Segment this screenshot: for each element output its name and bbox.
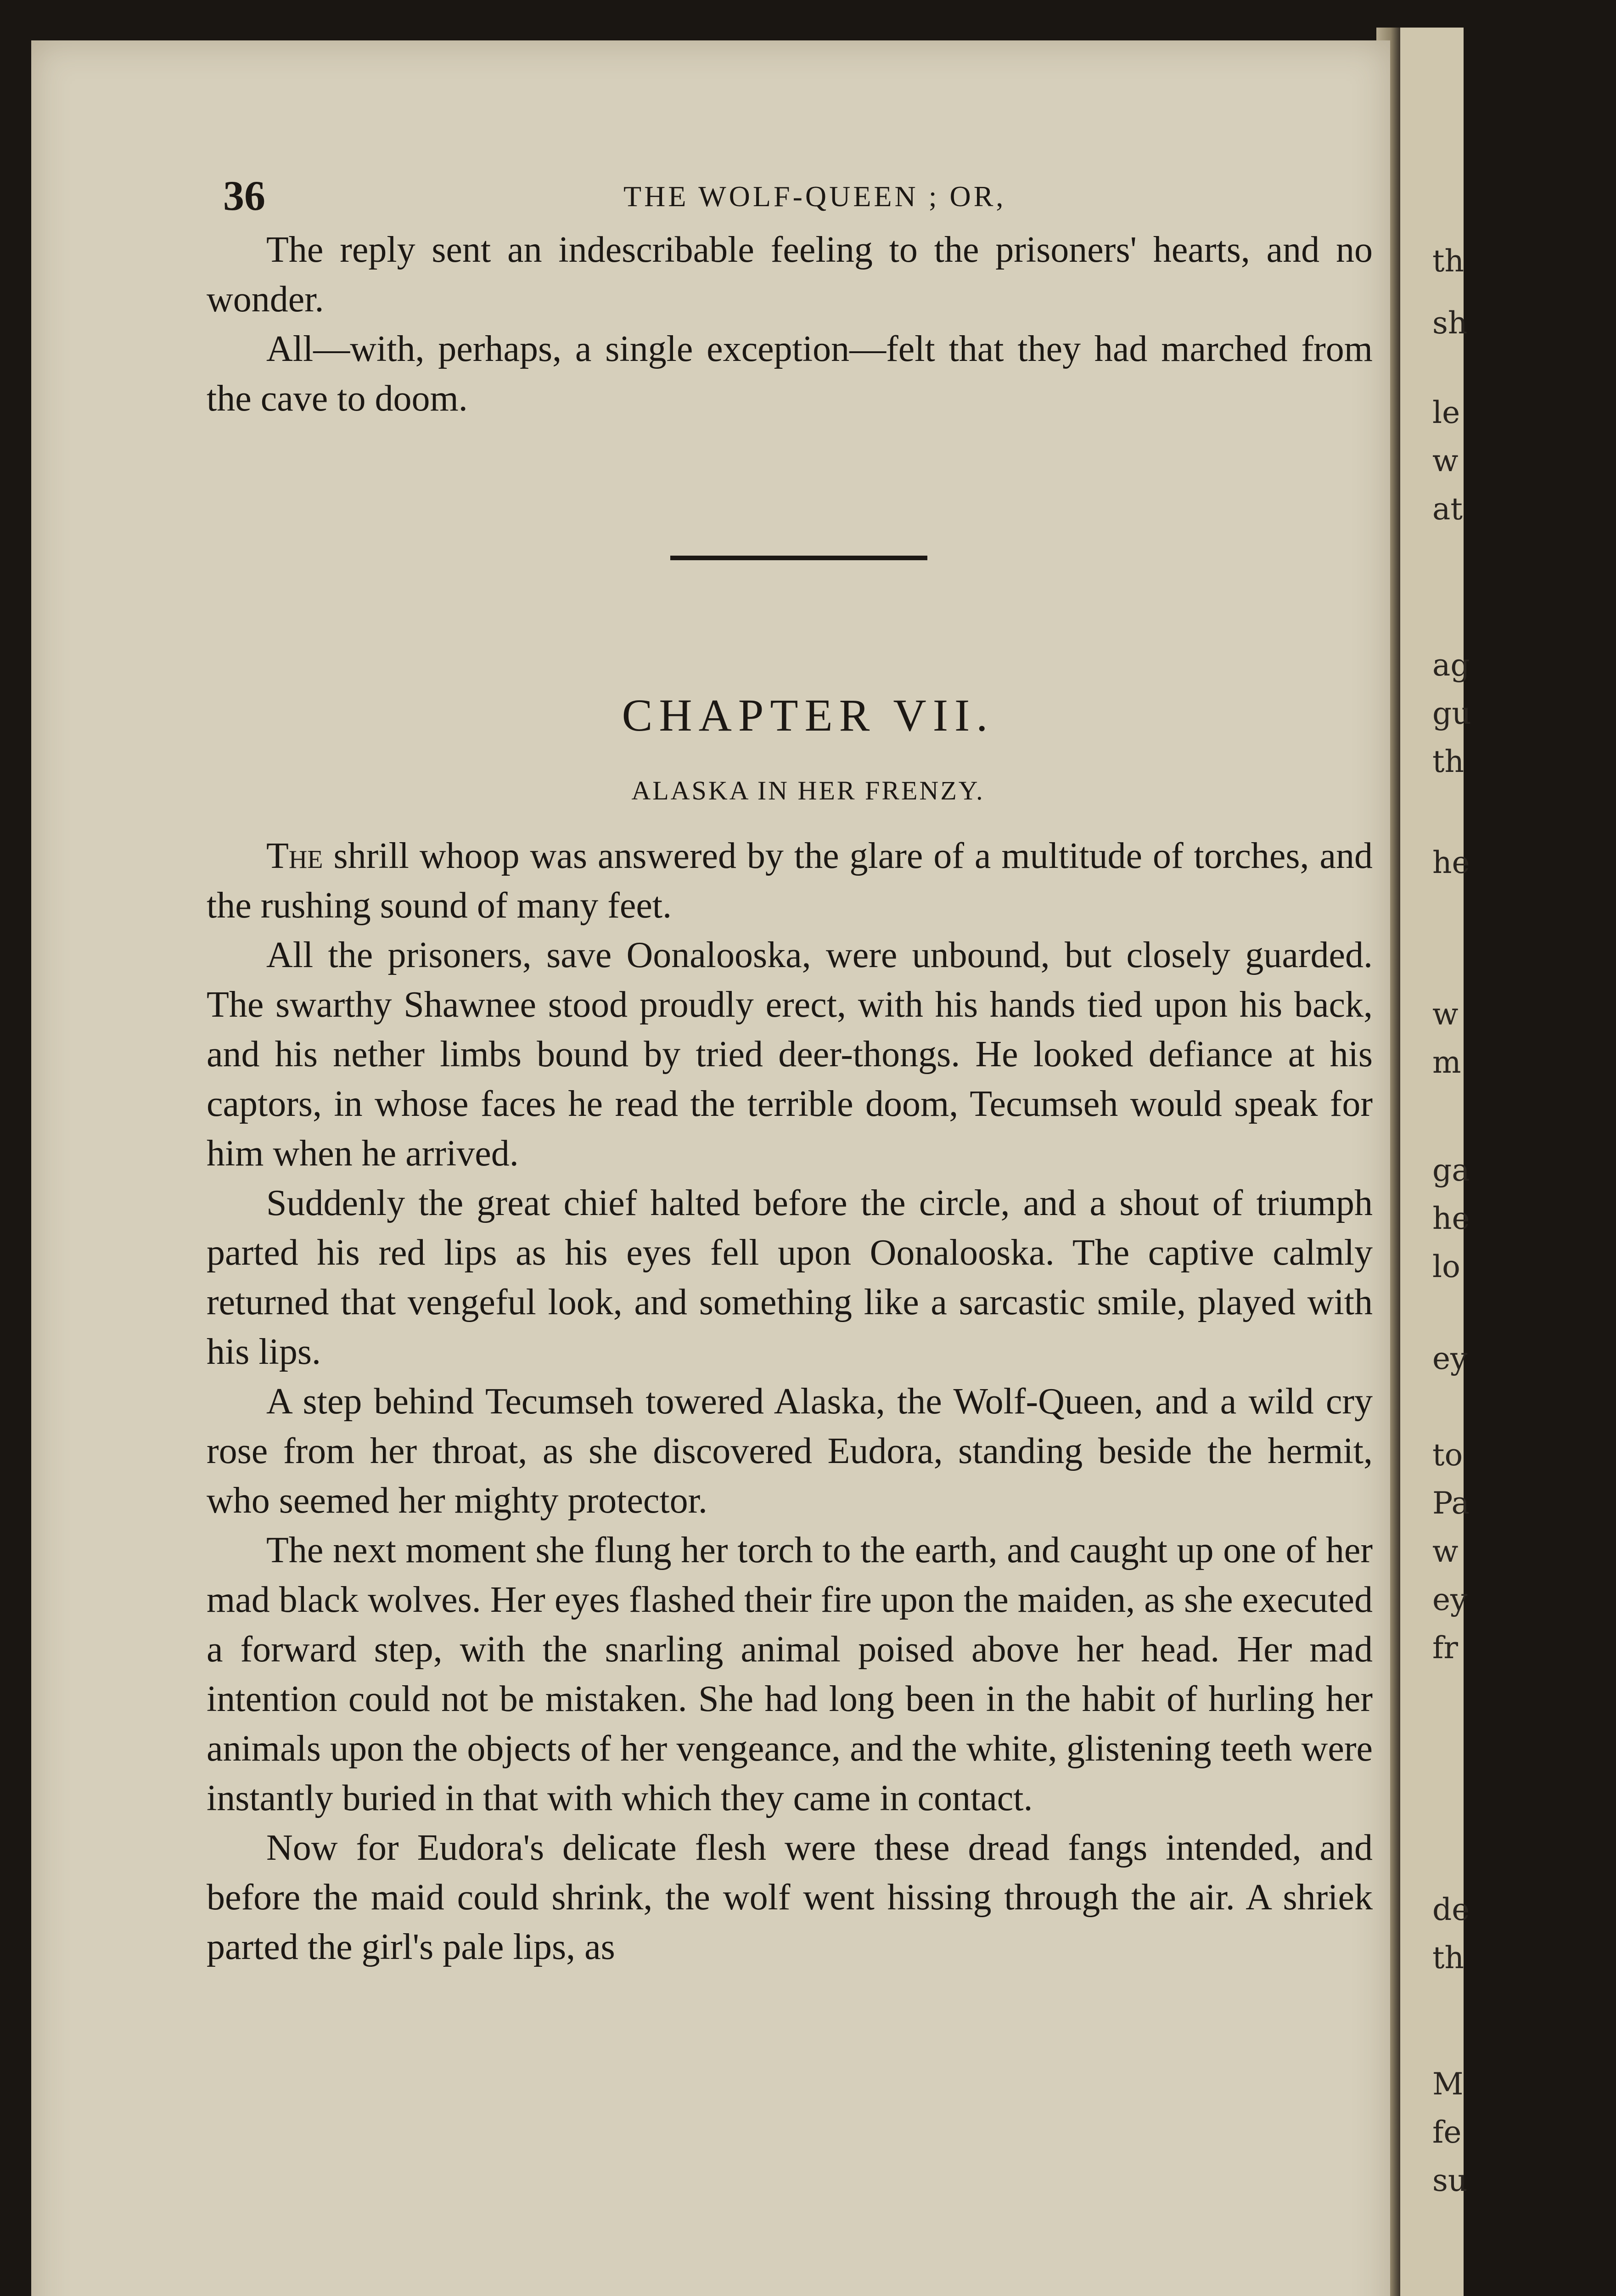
facing-page-fragment: ga bbox=[1432, 1153, 1470, 1188]
facing-page-fragment: le bbox=[1432, 395, 1460, 430]
facing-page-fragment: he bbox=[1432, 1201, 1470, 1236]
facing-page-fragment: gu bbox=[1432, 696, 1471, 731]
facing-page-fragment: w bbox=[1432, 996, 1459, 1032]
facing-page-fragment: w bbox=[1432, 443, 1459, 478]
facing-page-fragment: th bbox=[1432, 1940, 1464, 1975]
chapter-subtitle: ALASKA IN HER FRENZY. bbox=[631, 776, 985, 805]
facing-page-fragment: de bbox=[1432, 1892, 1470, 1927]
facing-page-edge bbox=[1400, 28, 1471, 2296]
facing-page-fragment: th bbox=[1432, 744, 1464, 779]
page-number: 36 bbox=[223, 172, 265, 219]
chapter-title: CHAPTER VII. bbox=[622, 690, 994, 741]
paragraph: The next moment she flung her torch to the earth, and caught up one of her mad black wolves. Her eyes flashed their fire upon the maiden, as she executed a forward step, with the snarling animal poised above her head. Her mad intention could not be mistaken. She had long been in the habit of hurling her animals upon the objects of her vengeance, and the white, glistening teeth were instantly buried in that with which they came in contact. bbox=[207, 1530, 1373, 1818]
facing-page-fragment: lo bbox=[1432, 1249, 1460, 1284]
facing-page-fragment: w bbox=[1432, 1534, 1459, 1569]
paragraph: Suddenly the great chief halted before the circle, and a shout of triumph parted his red lips as his eyes fell upon Oonalooska. The captive calmly returned that vengeful look, and something like a sarcastic smile, played with his lips. bbox=[207, 1183, 1373, 1372]
facing-page-fragment: m bbox=[1432, 1045, 1461, 1080]
facing-page-fragment: ey bbox=[1432, 1582, 1468, 1617]
facing-page-fragment: fe bbox=[1432, 2115, 1462, 2150]
facing-page-fragment: at bbox=[1432, 491, 1463, 527]
paragraph: All the prisoners, save Oonalooska, were unbound, but closely guarded. The swarthy Shawnee stood proudly erect, with his hands tied upon his back, and his nether limbs bound by tried deer-thongs. He looked defiance at his captors, in whose faces he read the terrible doom, Tecumseh would speak for him when he arrived. bbox=[207, 935, 1373, 1174]
facing-page-fragment: ag bbox=[1432, 647, 1470, 683]
facing-page-fragment: su bbox=[1432, 2163, 1468, 2198]
facing-page-fragment: sh bbox=[1432, 305, 1468, 341]
facing-page-fragment: th bbox=[1432, 243, 1464, 279]
facing-page-fragment: to bbox=[1432, 1437, 1463, 1473]
running-title: THE WOLF-QUEEN ; OR, bbox=[623, 180, 1006, 213]
paragraph: A step behind Tecumseh towered Alaska, the Wolf-Queen, and a wild cry rose from her throat, as she discovered Eudora, standing beside the hermit, who seemed her mighty protector. bbox=[207, 1381, 1373, 1521]
paragraph: Now for Eudora's delicate flesh were these dread fangs intended, and before the maid could shrink, the wolf went hissing through the air. A shriek parted the girl's pale lips, as bbox=[207, 1828, 1373, 1967]
facing-page-fragment: fr bbox=[1432, 1630, 1458, 1666]
facing-page-fragment: he bbox=[1432, 845, 1470, 880]
facing-page-fragment: Pa bbox=[1432, 1486, 1470, 1521]
lead-word: The bbox=[266, 836, 323, 876]
paragraph bbox=[207, 831, 1373, 930]
facing-page-fragment: ey bbox=[1432, 1341, 1468, 1376]
paragraph: The reply sent an indescribable feeling to the prisoners' hearts, and no wonder. bbox=[207, 230, 1373, 320]
opening-text bbox=[207, 225, 1373, 423]
paragraph: All—with, perhaps, a single exception—felt that they had marched from the cave to doom. bbox=[207, 329, 1373, 419]
section-divider bbox=[670, 556, 927, 560]
chapter-text bbox=[207, 831, 1373, 1972]
paragraph-text: shrill whoop was answered by the glare of a multitude of torches, and the rushing sound of many feet. bbox=[207, 836, 1373, 926]
facing-page-fragment: M bbox=[1432, 2066, 1464, 2102]
